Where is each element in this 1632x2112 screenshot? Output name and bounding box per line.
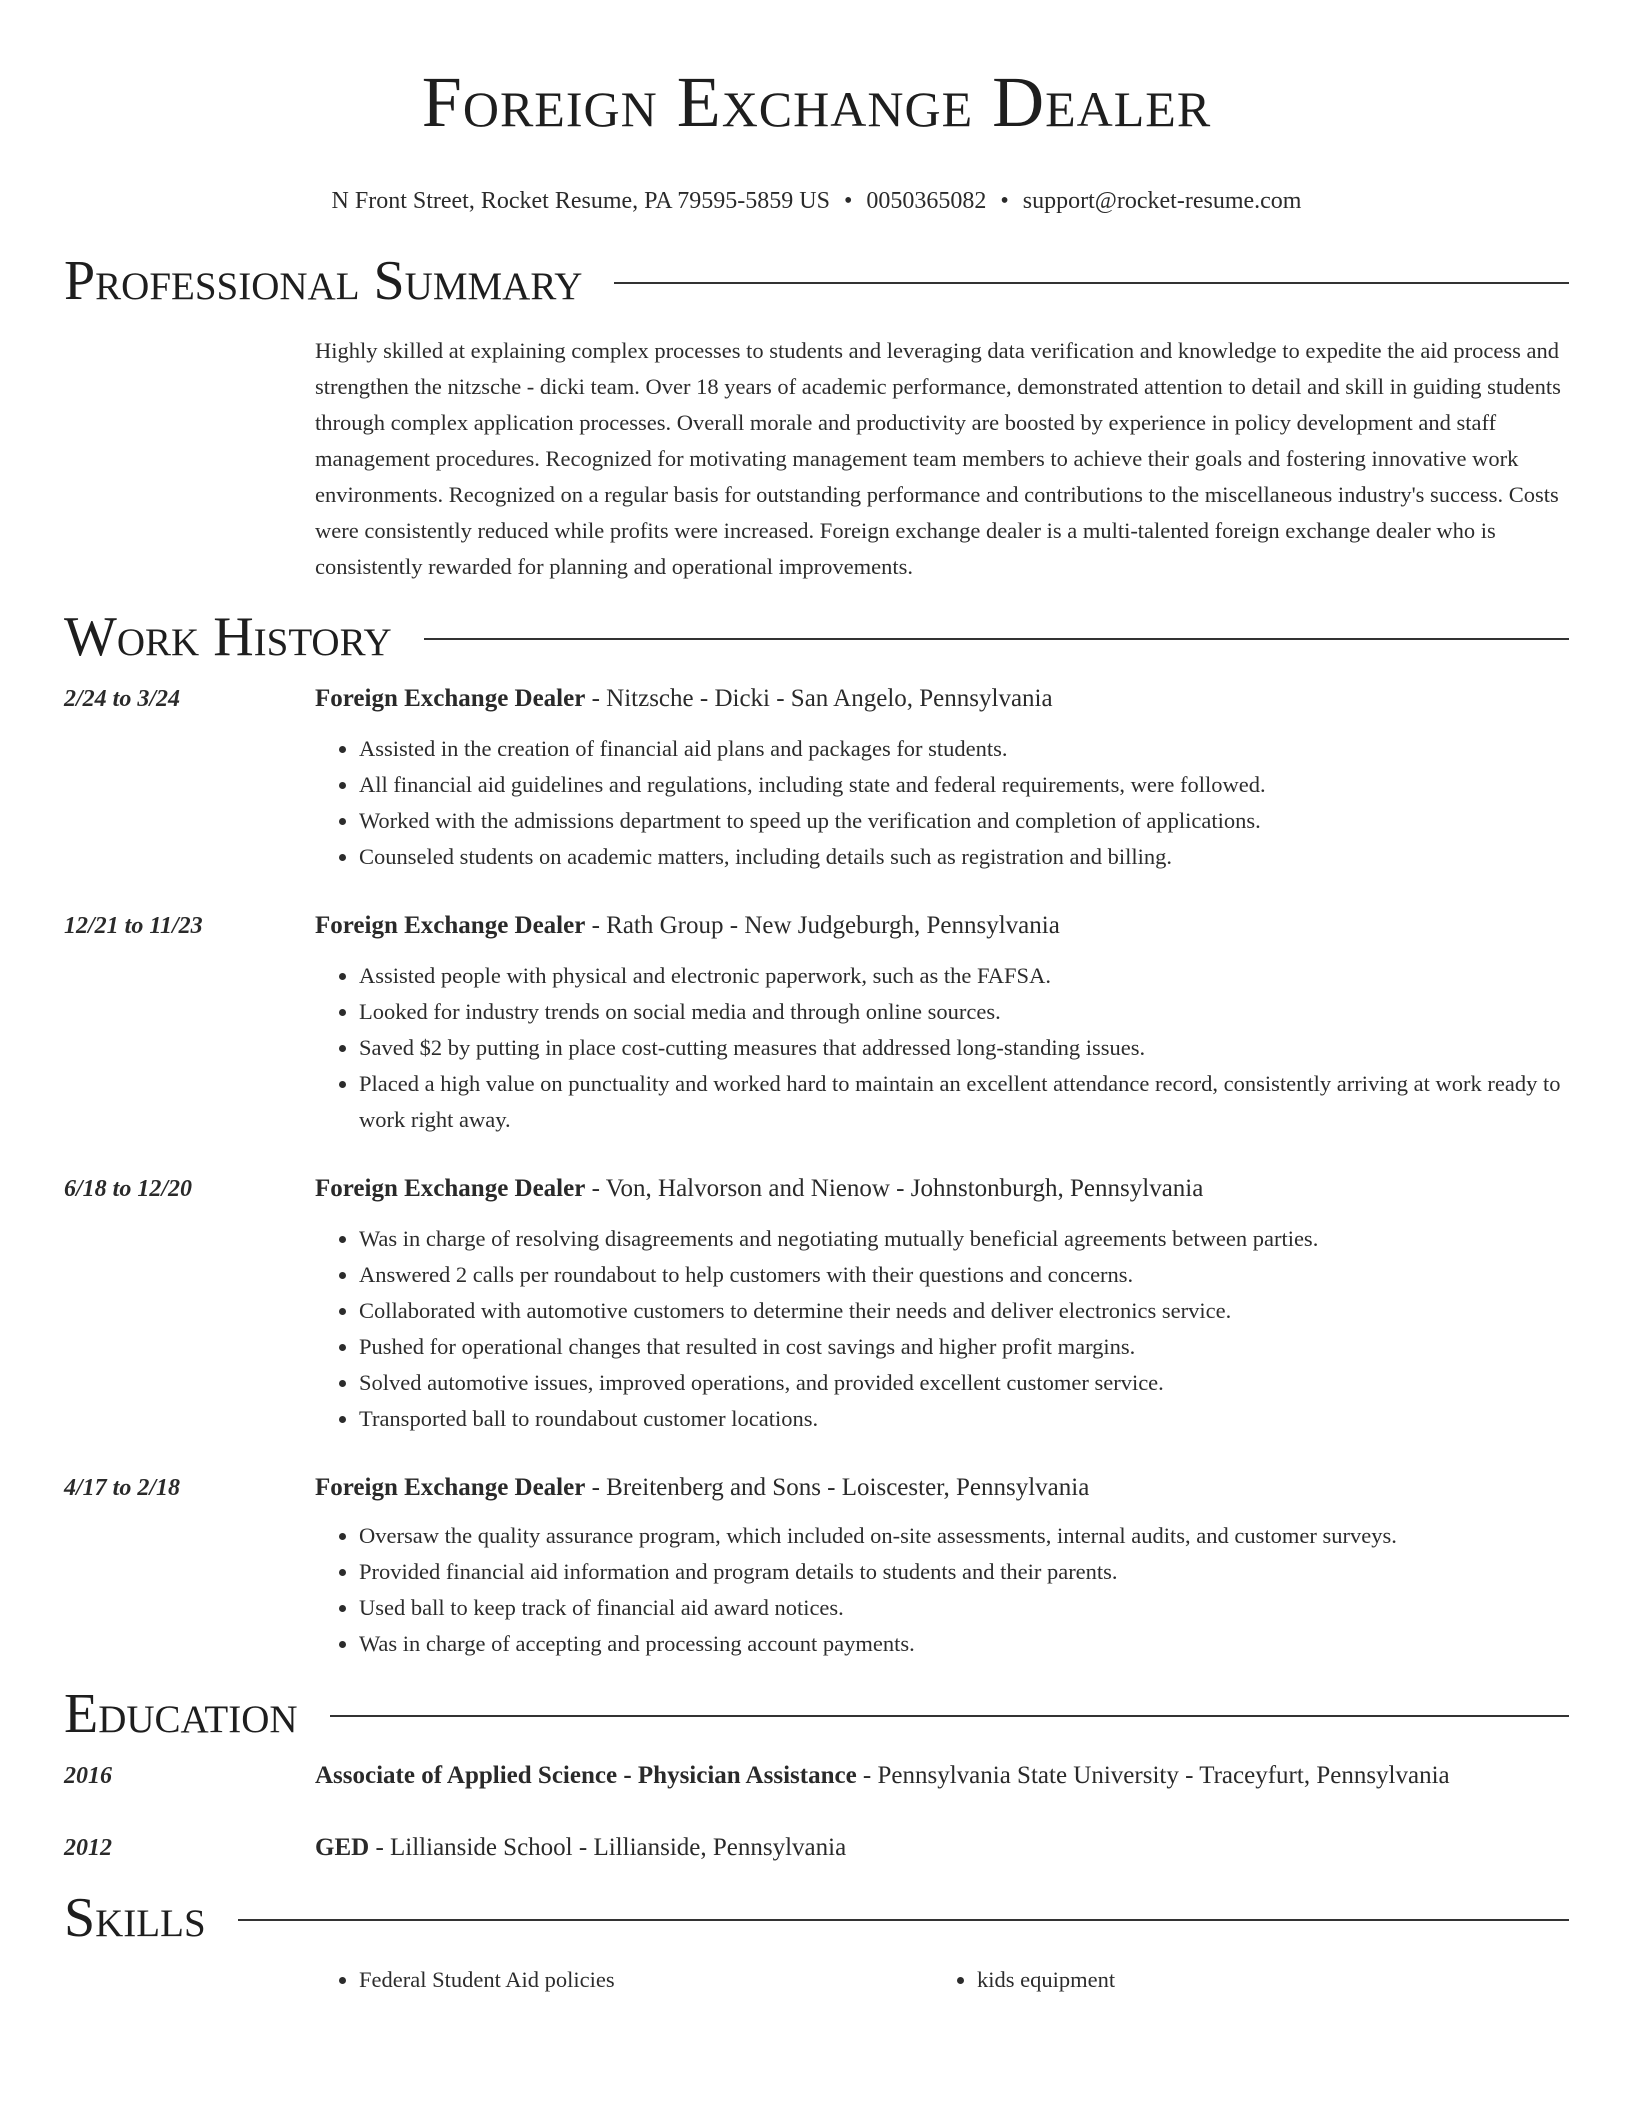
- section-title: Skills: [64, 1887, 206, 1949]
- list-item: • Answered 2 calls per roundabout to help customers with their questions and concerns.: [359, 1257, 1569, 1293]
- job-date: 12/21 to 11/23: [64, 913, 203, 939]
- list-item: • kids equipment: [977, 1962, 1551, 1998]
- resume-name: Foreign Exchange Dealer: [421, 62, 1212, 142]
- education-title-line: [315, 1758, 1569, 1794]
- list-item: • Assisted people with physical and electronic paperwork, such as the FAFSA.: [359, 958, 1569, 994]
- job-title-line: [315, 681, 1569, 717]
- list-item: • Saved $2 by putting in place cost-cutting measures that addressed long-standing issues.: [359, 1030, 1569, 1066]
- list-item: • Was in charge of resolving disagreements and negotiating mutually beneficial agreements between parties.: [359, 1221, 1569, 1257]
- list-item: • Solved automotive issues, improved operations, and provided excellent customer service.: [359, 1365, 1569, 1401]
- job-bullets: [315, 1221, 1569, 1437]
- contact-email: support@rocket-resume.com: [1022, 188, 1302, 214]
- section-title: Education: [64, 1683, 298, 1745]
- job-details: - Nitzsche - Dicki - San Angelo, Pennsylvania: [585, 685, 1053, 712]
- list-item: • Provided financial aid information and program details to students and their parents.: [359, 1554, 1569, 1590]
- job-title-line: [315, 1171, 1569, 1207]
- section-title: Professional Summary: [64, 250, 583, 312]
- section-work-heading: [64, 607, 1569, 667]
- job-date: 6/18 to 12/20: [64, 1176, 193, 1202]
- job-title: Foreign Exchange Dealer: [315, 685, 586, 712]
- list-item: • Used ball to keep track of financial aid award notices.: [359, 1590, 1569, 1626]
- education-degree: Associate of Applied Science - Physician Assistance: [315, 1762, 857, 1789]
- contact-separator: •: [1000, 188, 1009, 214]
- list-item: • All financial aid guidelines and regulations, including state and federal requirements, were followed.: [359, 767, 1569, 803]
- job-date: 2/24 to 3/24: [64, 686, 181, 712]
- job-bullets: [315, 731, 1569, 875]
- education-date: 2016: [64, 1763, 112, 1789]
- skills-column-right: [933, 1962, 1551, 1998]
- contact-phone: 0050365082: [866, 188, 987, 214]
- job-title: Foreign Exchange Dealer: [315, 1474, 586, 1501]
- education-details: - Lillianside School - Lillianside, Pennsylvania: [369, 1834, 847, 1861]
- education-details: - Pennsylvania State University - Traceyfurt, Pennsylvania: [856, 1762, 1450, 1789]
- job-title: Foreign Exchange Dealer: [315, 1175, 586, 1202]
- education-date: 2012: [64, 1835, 112, 1861]
- job-bullets: [315, 958, 1569, 1138]
- education-degree: GED: [315, 1834, 370, 1861]
- list-item: • Was in charge of accepting and processing account payments.: [359, 1626, 1569, 1662]
- skills-list: [315, 1962, 1569, 1998]
- list-item: • Oversaw the quality assurance program, which included on-site assessments, internal audits, and customer surveys.: [359, 1518, 1569, 1554]
- section-divider: [238, 1919, 1569, 1921]
- job-details: - Von, Halvorson and Nienow - Johnstonburgh, Pennsylvania: [585, 1175, 1204, 1202]
- list-item: • Assisted in the creation of financial aid plans and packages for students.: [359, 731, 1569, 767]
- list-item: • Placed a high value on punctuality and worked hard to maintain an excellent attendance record, consistently arriving at work ready to work right away.: [359, 1066, 1569, 1138]
- resume-page: [64, 0, 1569, 1998]
- section-title: Work History: [64, 606, 392, 668]
- section-skills-heading: [64, 1888, 1569, 1948]
- education-title-line: [315, 1830, 1569, 1866]
- section-summary-heading: [64, 251, 1569, 311]
- list-item: • Counseled students on academic matters, including details such as registration and billing.: [359, 839, 1569, 875]
- list-item: • Worked with the admissions department to speed up the verification and completion of applications.: [359, 803, 1569, 839]
- skills-column-left: [315, 1962, 933, 1998]
- job-details: - Breitenberg and Sons - Loiscester, Pennsylvania: [585, 1474, 1090, 1501]
- job-entry: [64, 681, 1569, 875]
- summary-text: Highly skilled at explaining complex processes to students and leveraging data verification and knowledge to expedite the aid process and strengthen the nitzsche - dicki team. Over 18 years of academic performance, demonstrated attention to detail and skill in guiding students through complex application processes. Overall morale and productivity are boosted by experience in policy development and staff management procedures. Recognized for motivating management team members to achieve their goals and fostering innovative work environments. Recognized on a regular basis for outstanding performance and contributions to the miscellaneous industry's success. Costs were consistently reduced while profits were increased. Foreign exchange dealer is a multi-talented foreign exchange dealer who is consistently rewarded for planning and operational improvements.: [315, 338, 1561, 579]
- job-entry: [64, 908, 1569, 1138]
- job-title-line: [315, 1470, 1569, 1506]
- job-date: 4/17 to 2/18: [64, 1475, 181, 1501]
- job-bullets: [315, 1518, 1569, 1662]
- list-item: • Looked for industry trends on social media and through online sources.: [359, 994, 1569, 1030]
- education-entry: [64, 1830, 1569, 1866]
- job-details: - Rath Group - New Judgeburgh, Pennsylvania: [585, 912, 1060, 939]
- list-item: • Federal Student Aid policies: [359, 1962, 933, 1998]
- job-title-line: [315, 908, 1569, 944]
- section-divider: [330, 1715, 1569, 1717]
- list-item: • Pushed for operational changes that resulted in cost savings and higher profit margins.: [359, 1329, 1569, 1365]
- job-entry: [64, 1470, 1569, 1662]
- section-divider: [424, 638, 1569, 640]
- section-divider: [614, 282, 1569, 284]
- contact-separator: •: [843, 188, 853, 214]
- education-entry: [64, 1758, 1569, 1794]
- contact-address: N Front Street, Rocket Resume, PA 79595-5859 US: [331, 188, 830, 214]
- section-education-heading: [64, 1684, 1569, 1744]
- contact-line: [64, 186, 1569, 216]
- job-entry: [64, 1171, 1569, 1437]
- list-item: • Collaborated with automotive customers to determine their needs and deliver electronics service.: [359, 1293, 1569, 1329]
- list-item: • Transported ball to roundabout customer locations.: [359, 1401, 1569, 1437]
- job-title: Foreign Exchange Dealer: [315, 912, 586, 939]
